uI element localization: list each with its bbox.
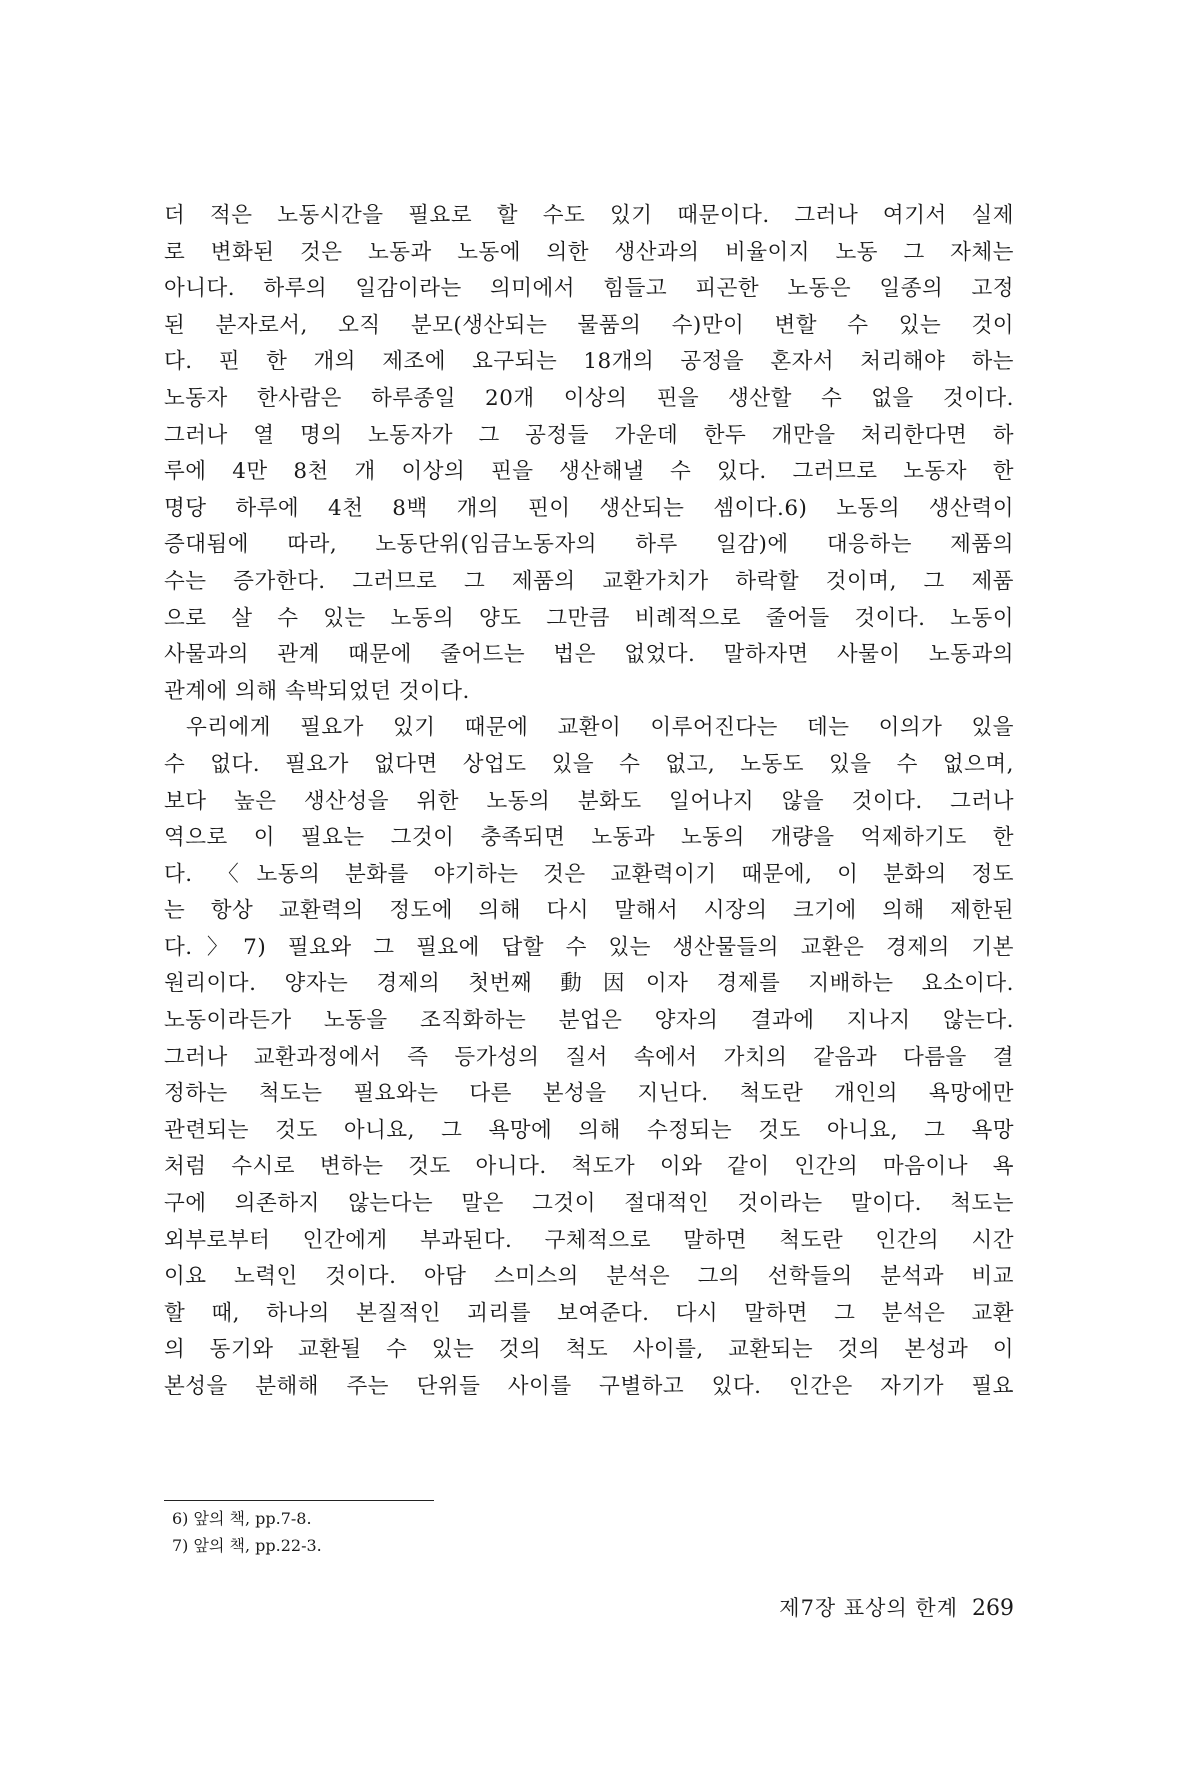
body-line-14: 관계에 의해 속박되었던 것이다. <box>164 678 470 704</box>
body-line-30: 이요 노력인 것이다. 아담 스미스의 분석은 그의 선학들의 분석과 비교 <box>164 1264 1014 1290</box>
body-line-2: 로 변화된 것은 노동과 노동에 의한 생산과의 비율이지 노동 그 자체는 <box>164 239 1014 265</box>
body-line-5: 다. 핀 한 개의 제조에 요구되는 18개의 공정을 혼자서 처리해야 하는 <box>164 349 1014 375</box>
footnote-6: 6) 앞의 책, pp.7-8. <box>172 1509 312 1528</box>
body-line-16: 수 없다. 필요가 없다면 상업도 있을 수 없고, 노동도 있을 수 없으며, <box>164 751 1014 777</box>
footnote-divider <box>164 1500 434 1501</box>
footnote-7: 7) 앞의 책, pp.22-3. <box>172 1536 322 1555</box>
body-line-19: 다. 〈노동의 분화를 야기하는 것은 교환력이기 때문에, 이 분화의 정도 <box>164 861 1014 887</box>
body-line-6: 노동자 한사람은 하루종일 20개 이상의 핀을 생산할 수 없을 것이다. <box>164 385 1014 411</box>
body-text <box>164 198 1014 1406</box>
body-line-8: 루에 4만 8천 개 이상의 핀을 생산해낼 수 있다. 그러므로 노동자 한 <box>164 459 1014 485</box>
body-line-10: 증대됨에 따라, 노동단위(임금노동자의 하루 일감)에 대응하는 제품의 <box>164 532 1014 558</box>
footnotes <box>172 1505 572 1559</box>
body-line-33: 본성을 분해해 주는 단위들 사이를 구별하고 있다. 인간은 자기가 필요 <box>164 1374 1014 1399</box>
page-footer <box>700 1588 1014 1628</box>
body-line-22: 원리이다. 양자는 경제의 첫번째 動因이자 경제를 지배하는 요소이다. <box>164 971 1014 997</box>
body-line-9: 명당 하루에 4천 8백 개의 핀이 생산되는 셈이다.6) 노동의 생산력이 <box>164 495 1014 521</box>
body-line-1: 더 적은 노동시간을 필요로 할 수도 있기 때문이다. 그러나 여기서 실제 <box>164 203 1014 228</box>
body-line-25: 정하는 척도는 필요와는 다른 본성을 지닌다. 척도란 개인의 욕망에만 <box>164 1081 1014 1107</box>
body-line-13: 사물과의 관계 때문에 줄어드는 법은 없었다. 말하자면 사물이 노동과의 <box>164 642 1014 668</box>
page-number: 269 <box>972 1596 1014 1621</box>
body-line-11: 수는 증가한다. 그러므로 그 제품의 교환가치가 하락할 것이며, 그 제품 <box>164 568 1014 594</box>
body-line-23: 노동이라든가 노동을 조직화하는 분업은 양자의 결과에 지나지 않는다. <box>164 1008 1014 1034</box>
body-line-21: 다.〉7) 필요와 그 필요에 답할 수 있는 생산물들의 교환은 경제의 기본 <box>164 934 1014 960</box>
body-line-17: 보다 높은 생산성을 위한 노동의 분화도 일어나지 않을 것이다. 그러나 <box>164 788 1014 814</box>
chapter-title: 제7장 표상의 한계 <box>779 1596 958 1620</box>
body-line-12: 으로 살 수 있는 노동의 양도 그만큼 비례적으로 줄어들 것이다. 노동이 <box>164 605 1014 631</box>
body-line-18: 역으로 이 필요는 그것이 충족되면 노동과 노동의 개량을 억제하기도 한 <box>164 825 1014 851</box>
body-line-4: 된 분자로서, 오직 분모(생산되는 물품의 수)만이 변할 수 있는 것이 <box>164 312 1014 338</box>
body-line-27: 처럼 수시로 변하는 것도 아니다. 척도가 이와 같이 인간의 마음이나 욕 <box>164 1154 1014 1180</box>
body-line-28: 구에 의존하지 않는다는 말은 그것이 절대적인 것이라는 말이다. 척도는 <box>164 1191 1014 1217</box>
body-line-15: 우리에게 필요가 있기 때문에 교환이 이루어진다는 데는 이의가 있을 <box>186 715 1014 741</box>
body-line-7: 그러나 열 명의 노동자가 그 공정들 가운데 한두 개만을 처리한다면 하 <box>164 422 1014 448</box>
body-line-29: 외부로부터 인간에게 부과된다. 구체적으로 말하면 척도란 인간의 시간 <box>164 1227 1014 1253</box>
body-line-31: 할 때, 하나의 본질적인 괴리를 보여준다. 다시 말하면 그 분석은 교환 <box>164 1300 1014 1326</box>
body-line-26: 관련되는 것도 아니요, 그 욕망에 의해 수정되는 것도 아니요, 그 욕망 <box>164 1117 1014 1143</box>
body-line-24: 그러나 교환과정에서 즉 등가성의 질서 속에서 가치의 같음과 다름을 결 <box>164 1044 1014 1070</box>
body-line-3: 아니다. 하루의 일감이라는 의미에서 힘들고 피곤한 노동은 일종의 고정 <box>164 276 1014 302</box>
body-line-20: 는 항상 교환력의 정도에 의해 다시 말해서 시장의 크기에 의해 제한된 <box>164 898 1014 924</box>
body-line-32: 의 동기와 교환될 수 있는 것의 척도 사이를, 교환되는 것의 본성과 이 <box>164 1337 1014 1363</box>
